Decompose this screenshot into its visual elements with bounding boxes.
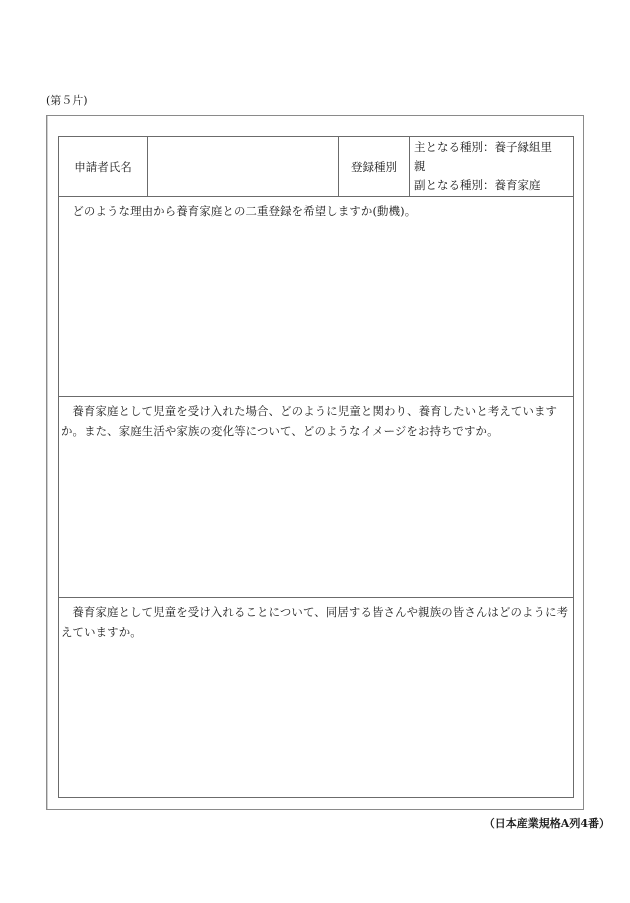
family-opinion-question: 養育家庭として児童を受け入れることについて、同居する皆さんや親族の皆さんはどのように考えていますか。 <box>61 605 569 639</box>
applicant-name-field[interactable] <box>148 137 339 196</box>
motivation-answer-area[interactable] <box>59 223 573 396</box>
page-label: (第５片) <box>46 94 88 107</box>
registration-type-label: 登録種別 <box>339 137 410 196</box>
registration-type-line-1: 主となる種別：養子縁組里 <box>414 140 552 154</box>
header-row <box>59 137 573 197</box>
family-opinion-answer-area[interactable] <box>59 644 573 797</box>
parenting-vision-question: 養育家庭として児童を受け入れた場合、どのように児童と関わり、養育したいと考えていますか。また、家庭生活や家族の変化等について、どのようなイメージをお持ちですか。 <box>61 404 558 438</box>
registration-type-line-2: 親 <box>414 159 426 173</box>
registration-type-value <box>410 137 573 196</box>
footer-note: （日本産業規格A列4番） <box>483 817 610 830</box>
family-opinion-section <box>59 598 573 797</box>
motivation-section <box>59 197 573 397</box>
parenting-vision-answer-area[interactable] <box>59 443 573 597</box>
form-table <box>58 136 574 798</box>
registration-type-line-3: 副となる種別：養育家庭 <box>414 178 541 192</box>
parenting-vision-section <box>59 397 573 598</box>
motivation-question: どのような理由から養育家庭との二重登録を希望しますか(動機)。 <box>72 204 417 218</box>
applicant-name-label: 申請者氏名 <box>59 137 148 196</box>
